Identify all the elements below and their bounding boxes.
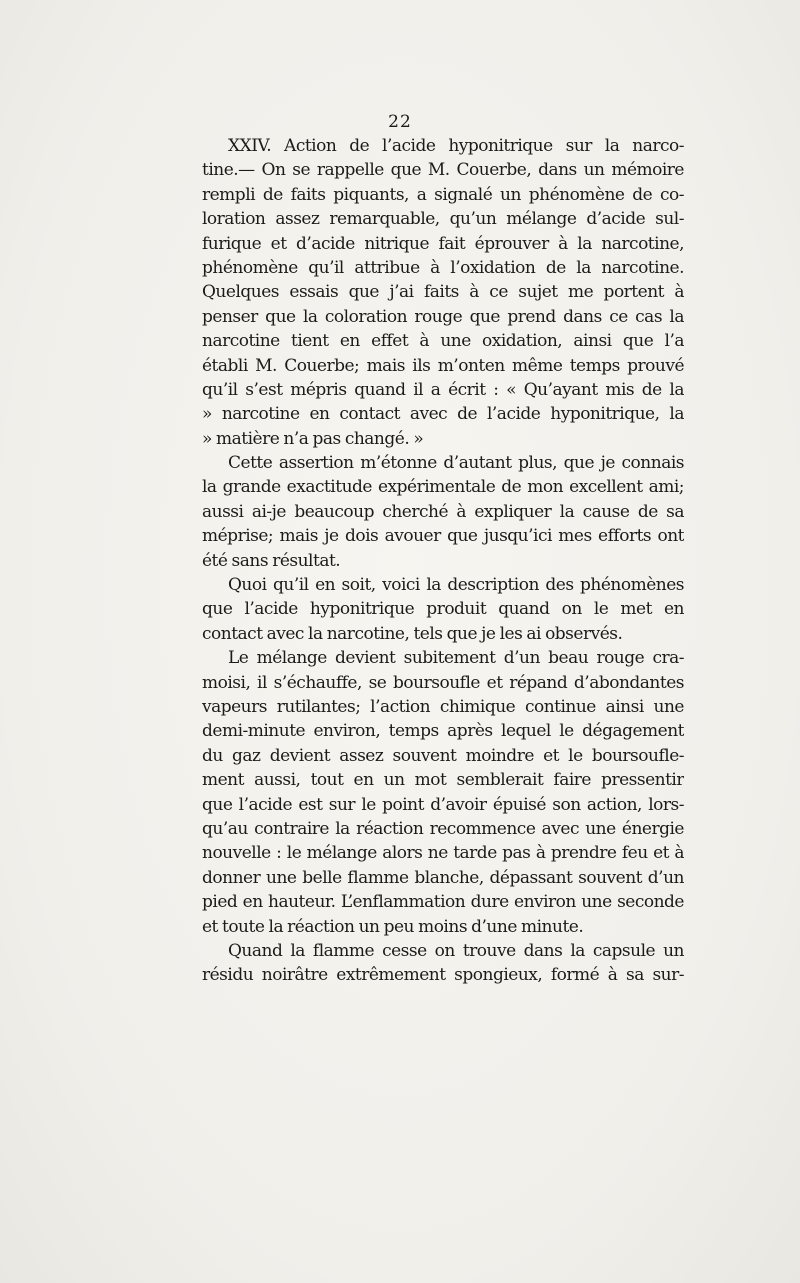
text-line: que l’acide hyponitrique produit quand on le met en <box>202 599 684 620</box>
text-line: que l’acide est sur le point d’avoir épuisé son action, lors- <box>202 794 684 815</box>
text-line: phénomène qu’il attribue à l’oxidation de la narcotine. <box>202 257 684 278</box>
text-line: loration assez remarquable, qu’un mélange d’acide sul- <box>202 209 684 230</box>
text-line: furique et d’acide nitrique fait éprouver à la narcotine, <box>202 233 684 254</box>
text-line: narcotine tient en effet à une oxidation, ainsi que l’a <box>202 331 684 352</box>
text-line: établi M. Couerbe; mais ils m’onten même temps prouvé <box>202 355 684 376</box>
text-line: Quand la flamme cesse on trouve dans la capsule un <box>228 940 684 961</box>
text-line: » narcotine en contact avec de l’acide hyponitrique, la <box>202 404 684 425</box>
text-line: demi-minute environ, temps après lequel le dégagement <box>202 721 684 742</box>
text-line: contact avec la narcotine, tels que je les ai observés. <box>202 623 623 644</box>
text-line: ment aussi, tout en un mot semblerait faire pressentir <box>202 770 684 791</box>
text-line: pied en hauteur. L’enflammation dure environ une seconde <box>202 892 684 913</box>
text-line: moisi, il s’échauffe, se boursoufle et répand d’abondantes <box>202 672 684 693</box>
text-line: » matière n’a pas changé. » <box>202 428 424 449</box>
text-line: qu’il s’est mépris quand il a écrit : « Qu’ayant mis de la <box>202 379 684 400</box>
text-line: Quelques essais que j’ai faits à ce sujet me portent à <box>202 282 684 303</box>
text-line: rempli de faits piquants, a signalé un phénomène de co- <box>202 184 684 205</box>
text-line: la grande exactitude expérimentale de mon excellent ami; <box>202 477 684 498</box>
text-line: vapeurs rutilantes; l’action chimique continue ainsi une <box>202 696 684 717</box>
text-line: Quoi qu’il en soit, voici la description des phénomènes <box>228 575 684 596</box>
text-line: aussi ai-je beaucoup cherché à expliquer la cause de sa <box>202 501 684 522</box>
text-line: résidu noirâtre extrêmement spongieux, formé à sa sur- <box>202 965 684 986</box>
text-line: XXIV. Action de l’acide hyponitrique sur la narco- <box>228 136 684 156</box>
text-line: méprise; mais je dois avouer que jusqu’ici mes efforts ont <box>202 526 684 547</box>
text-line: nouvelle : le mélange alors ne tarde pas à prendre feu et à <box>202 843 684 864</box>
text-line: Le mélange devient subitement d’un beau rouge cra- <box>228 648 684 669</box>
text-line: été sans résultat. <box>202 550 341 571</box>
text-line: penser que la coloration rouge que prend dans ce cas la <box>202 306 684 327</box>
text-line: donner une belle flamme blanche, dépassant souvent d’un <box>202 867 684 888</box>
page-number: 22 <box>388 112 412 132</box>
text-line: tine.— On se rappelle que M. Couerbe, dans un mémoire <box>202 160 684 181</box>
body-text <box>202 134 684 988</box>
text-line: Cette assertion m’étonne d’autant plus, que je connais <box>228 453 684 474</box>
text-line: du gaz devient assez souvent moindre et le boursoufle- <box>202 745 684 766</box>
text-line: et toute la réaction un peu moins d’une minute. <box>202 916 584 937</box>
text-line: qu’au contraire la réaction recommence avec une énergie <box>202 818 684 839</box>
